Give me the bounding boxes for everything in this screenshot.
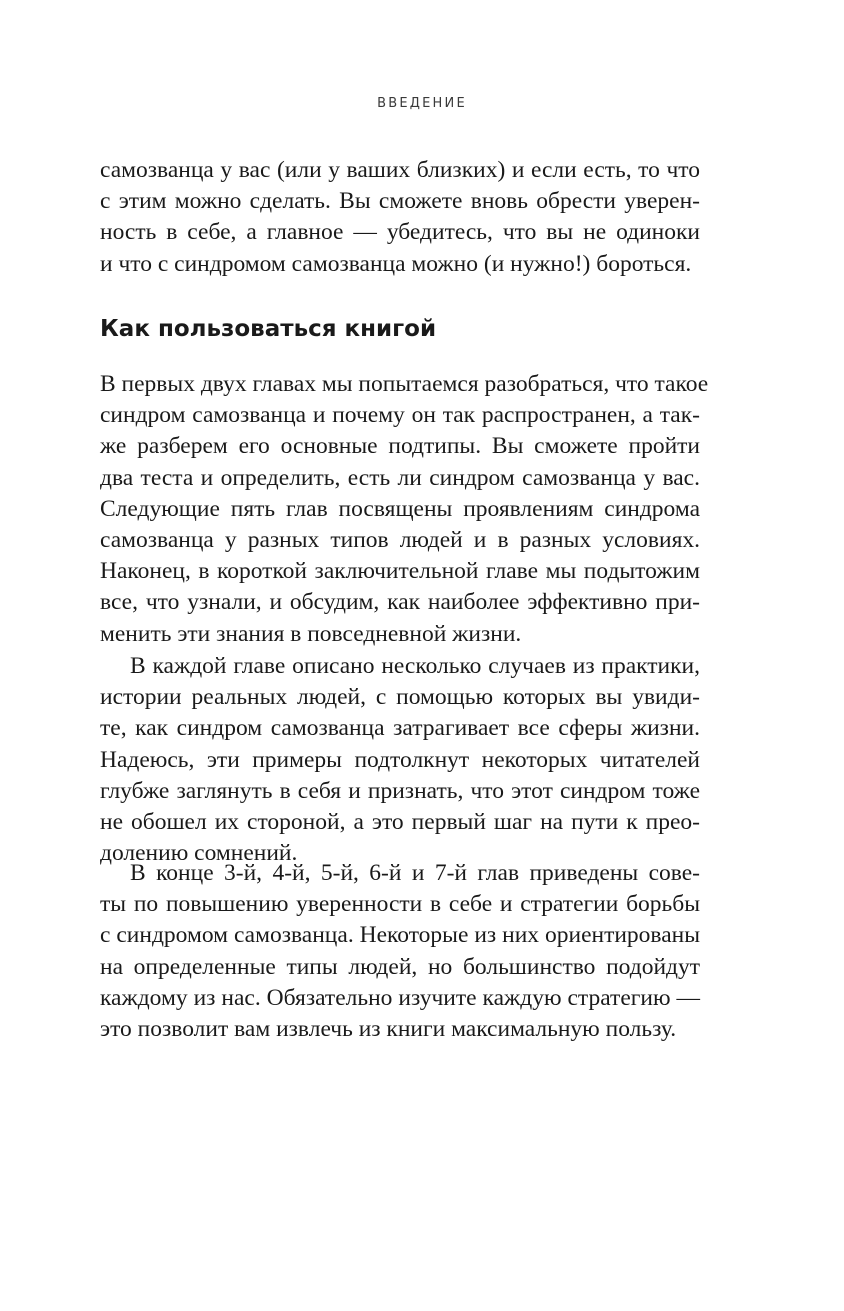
text-line: самозванца у вас (или у ваших близких) и если есть, то что (100, 157, 700, 183)
text-line: В каждой главе описано несколько случаев из практики, (130, 653, 700, 679)
continuation-paragraph (100, 155, 700, 280)
text-line: долению сомнений. (100, 840, 298, 867)
text-line: Следующие пять глав посвящены проявлениям синдрома (100, 495, 700, 522)
text-line: В первых двух главах мы попытаемся разобраться, что такое (100, 371, 709, 397)
text-line: ты по повышению уверенности в себе и стратегии борьбы (100, 891, 700, 918)
text-line: все, что узнали, и обсудим, как наиболее эффективно при- (100, 589, 700, 616)
text-line: с этим можно сделать. Вы сможете вновь обрести уверен- (100, 188, 700, 215)
text-line: это позволит вам извлечь из книги максимальную пользу. (100, 1016, 677, 1043)
text-line: на определенные типы людей, но большинство подойдут (100, 953, 700, 980)
text-line: самозванца у разных типов людей и в разных условиях. (100, 527, 700, 554)
text-line: не обошел их стороной, а это первый шаг на пути к прео- (100, 809, 700, 836)
text-line: те, как синдром самозванца затрагивает все сферы жизни. (100, 715, 700, 742)
text-line: Наконец, в короткой заключительной главе мы подытожим (100, 558, 700, 585)
text-line: каждому из нас. Обязательно изучите каждую стратегию — (100, 984, 700, 1011)
paragraph-3 (100, 858, 700, 1045)
text-line: глубже заглянуть в себя и признать, что этот синдром тоже (100, 777, 700, 804)
running-head: ВВЕДЕНИЕ (377, 96, 467, 111)
text-line: синдром самозванца и почему он так распространен, а так- (100, 402, 700, 429)
text-line: истории реальных людей, с помощью которых вы увиди- (100, 684, 700, 711)
text-line: и что с синдромом самозванца можно (и нужно!) бороться. (100, 250, 692, 277)
section-heading: Как пользоваться книгой (100, 316, 437, 342)
text-line: ность в себе, а главное — убедитесь, что вы не одиноки (100, 219, 700, 246)
text-line: с синдромом самозванца. Некоторые из них ориентированы (100, 922, 700, 949)
paragraph-1 (100, 369, 709, 650)
text-line: же разберем его основные подтипы. Вы сможете пройти (100, 433, 700, 460)
text-line: два теста и определить, есть ли синдром самозванца у вас. (100, 464, 700, 491)
paragraph-2 (100, 651, 700, 869)
text-line: менить эти знания в повседневной жизни. (100, 620, 522, 647)
text-line: В конце 3-й, 4-й, 5-й, 6-й и 7-й глав приведены сове- (130, 860, 700, 886)
text-line: Надеюсь, эти примеры подтолкнут некоторых читателей (100, 746, 700, 773)
